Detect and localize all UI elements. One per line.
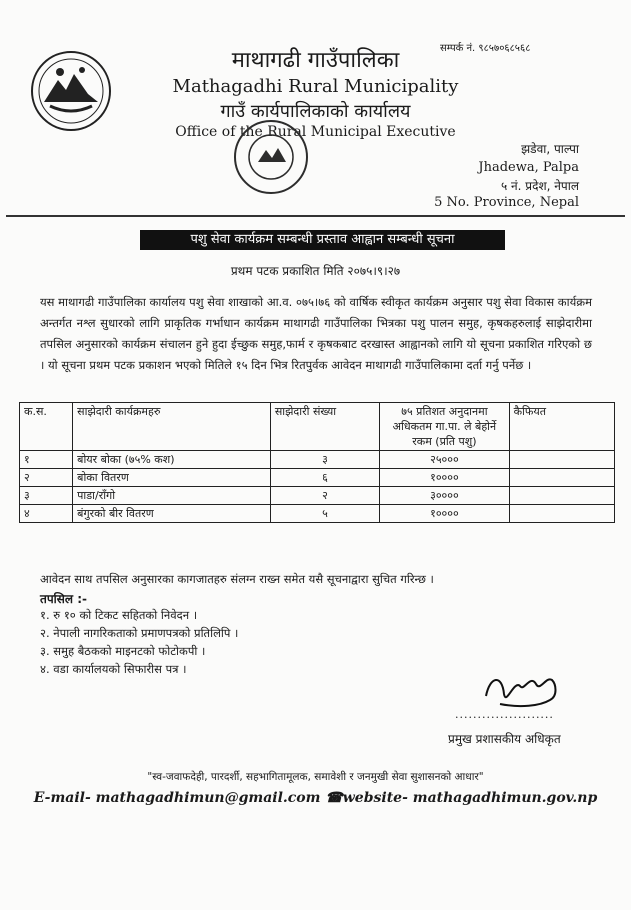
header-divider: [6, 215, 625, 217]
table-row: [20, 487, 615, 505]
address-nepali-line2: ५ नं. प्रदेश, नेपाल: [500, 179, 579, 193]
col-header-sn: क.स.: [20, 403, 73, 451]
attachment-note: आवेदन साथ तपसिल अनुसारका कागजातहरु संलग्न राख्न समेत यसै सूचनाद्वारा सुचित गरिन्छ ।: [40, 572, 434, 586]
list-item: २. नेपाली नागरिकताको प्रमाणपत्रको प्रतिलिपि ।: [40, 626, 239, 640]
office-stamp-seal: [232, 118, 310, 196]
col-header-remarks: कैफियत: [509, 403, 614, 451]
cell-sn: १: [20, 451, 73, 469]
list-heading: तपसिल :-: [40, 592, 87, 606]
notice-body-text: यस माथागढी गाउँपालिका कार्यालय पशु सेवा शाखाको आ.व. ०७५।७६ को वार्षिक स्वीकृत कार्यक्रम अनुसार पशु सेवा विकास कार्यक्रम अन्तर्गत नश्ल सुधारको लागि प्राकृतिक गर्भाधान कार्यक्रम माथागढी गाउँपालिका भित्रका पशु पालन समुह, कृषकहरुलाई साझेदारीमा तपसिल अनुसारको कार्यक्रम संचालन हुने हुदा ईच्छुक समुह,फार्म र कृषकबाट दरखास्त आह्वानको लागि यो सूचना प्रकाशित गरिएको छ । यो सूचना प्रथम पटक प्रकाशन भएको मितिले १५ दिन भित्र रितपुर्वक आवेदन माथागढी गाउँपालिकामा दर्ता गर्नु पर्नेछ ।: [40, 295, 592, 372]
office-name-nepali: गाउँ कार्यपालिकाको कार्यालय: [220, 101, 411, 122]
footer-contact: E-mail- mathagadhimun@gmail.com ☎website- mathagadhimun.gov.np: [33, 790, 598, 806]
cell-program: पाडा/राँगो: [73, 487, 271, 505]
list-item: ४. वडा कार्यालयको सिफारीस पत्र ।: [40, 662, 187, 676]
cell-remarks: [509, 487, 614, 505]
cell-amount: १००००: [380, 469, 509, 487]
address-english-line2: 5 No. Province, Nepal: [434, 195, 579, 210]
contact-number: सम्पर्क नं. ९८५७०६८५६८: [440, 43, 531, 54]
program-table: [19, 402, 615, 523]
cell-count: ५: [270, 505, 379, 523]
cell-sn: २: [20, 469, 73, 487]
office-name-english: Office of the Rural Municipal Executive: [175, 124, 456, 140]
col-header-program: साझेदारी कार्यक्रमहरु: [73, 403, 271, 451]
signatory-title: प्रमुख प्रशासकीय अधिकृत: [448, 732, 561, 746]
notice-title-banner: पशु सेवा कार्यक्रम सम्बन्धी प्रस्ताव आह्वान सम्बन्धी सूचना: [140, 230, 505, 250]
table-row: [20, 505, 615, 523]
cell-amount: १००००: [380, 505, 509, 523]
list-item: ३. समुह बैठकको माइनटको फोटोकपी ।: [40, 644, 206, 658]
municipality-name-nepali: माथागढी गाउँपालिका: [231, 48, 400, 73]
municipality-name-english: Mathagadhi Rural Municipality: [172, 76, 459, 97]
col-header-amount: ७५ प्रतिशत अनुदानमा अधिकतम गा.पा. ले बेहोर्ने रकम (प्रति पशु): [380, 403, 509, 451]
table-header-row: [20, 403, 615, 451]
cell-count: ६: [270, 469, 379, 487]
address-nepali-line1: झडेवा, पाल्पा: [521, 142, 579, 156]
col-header-count: साझेदारी संख्या: [270, 403, 379, 451]
address-english-line1: Jhadewa, Palpa: [478, 160, 579, 175]
cell-sn: ३: [20, 487, 73, 505]
cell-remarks: [509, 451, 614, 469]
cell-count: २: [270, 487, 379, 505]
cell-count: ३: [270, 451, 379, 469]
cell-remarks: [509, 505, 614, 523]
list-item: १. रु १० को टिकट सहितको निवेदन ।: [40, 608, 198, 622]
cell-sn: ४: [20, 505, 73, 523]
signature-line: ......................: [455, 708, 554, 721]
cell-program: बोका वितरण: [73, 469, 271, 487]
cell-amount: २५०००: [380, 451, 509, 469]
table-row: [20, 469, 615, 487]
cell-amount: ३००००: [380, 487, 509, 505]
table-row: [20, 451, 615, 469]
cell-remarks: [509, 469, 614, 487]
cell-program: बंगुरको बीर वितरण: [73, 505, 271, 523]
footer-slogan: "स्व-जवाफदेही, पारदर्शी, सहभागितामूलक, समावेशी र जनमुखी सेवा सुशासनको आधार": [147, 771, 484, 783]
cell-program: बोयर बोका (७५% कश): [73, 451, 271, 469]
publication-date: प्रथम पटक प्रकाशित मिति २०७५।९।२७: [230, 264, 401, 278]
